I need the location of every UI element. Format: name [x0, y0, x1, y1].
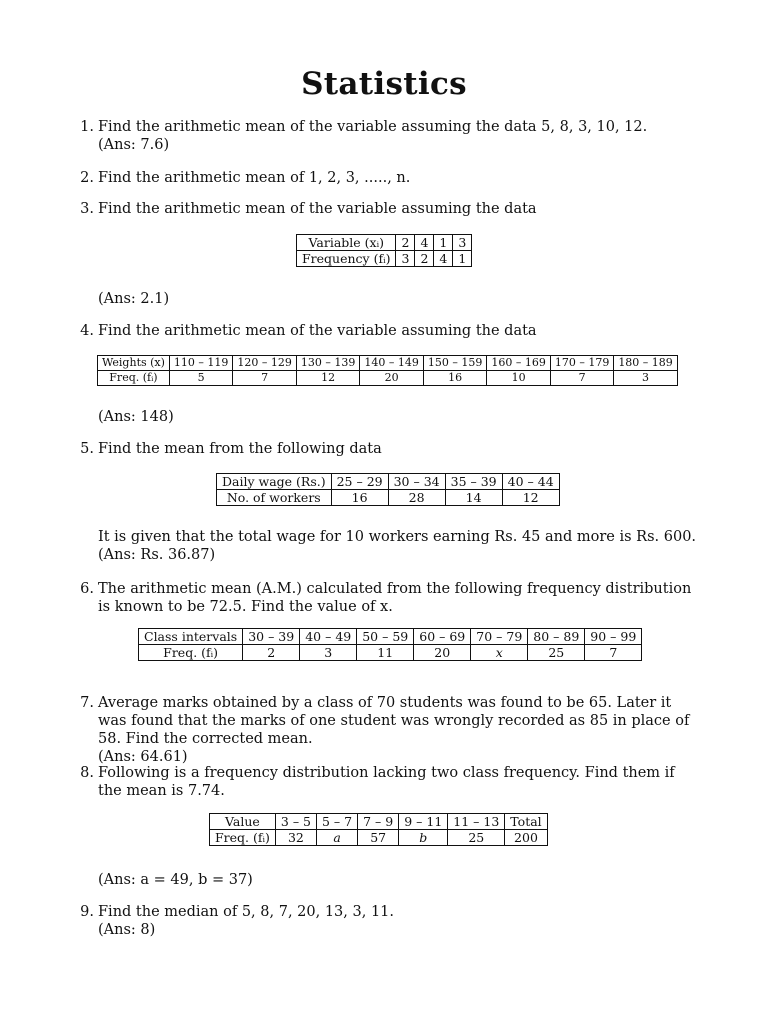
- table-cell: 40 – 49: [300, 629, 357, 645]
- table-cell: 35 – 39: [445, 474, 502, 490]
- problem-3: [78, 200, 698, 218]
- table-cell: 28: [388, 490, 445, 506]
- table-cell: 7: [233, 371, 296, 386]
- table-cell: Daily wage (Rs.): [217, 474, 332, 490]
- table-cell: 20: [414, 645, 471, 661]
- table-row: [217, 474, 560, 490]
- table-cell: 40 – 44: [502, 474, 559, 490]
- problem-9: [78, 903, 698, 939]
- problem-number: 1.: [80, 119, 94, 135]
- table-cell: 5 – 7: [317, 814, 358, 830]
- problem-number: 7.: [80, 695, 94, 711]
- table-row: [139, 645, 642, 661]
- answer-text: (Ans: 2.1): [98, 291, 170, 307]
- table-row: [139, 629, 642, 645]
- problem-text: Find the mean from the following data: [98, 441, 382, 457]
- table-cell: 200: [505, 830, 547, 846]
- table-cell: 30 – 39: [243, 629, 300, 645]
- problem-text: Average marks obtained by a class of 70 students was found to be 65. Later it was found that the marks of one student was wrongly recorded as 85 in place of 58. Find the corrected mean.: [98, 695, 690, 747]
- answer-block-4: [78, 408, 698, 426]
- table-cell: 57: [358, 830, 399, 846]
- table-cell: 25: [448, 830, 505, 846]
- table-cell: 70 – 79: [471, 629, 528, 645]
- table-cell: 14: [445, 490, 502, 506]
- answer-text: (Ans: a = 49, b = 37): [98, 872, 253, 888]
- table-cell: Weights (x): [98, 356, 170, 371]
- table-cell: 12: [502, 490, 559, 506]
- table-cell: 60 – 69: [414, 629, 471, 645]
- problem-text: The arithmetic mean (A.M.) calculated from the following frequency distribution is known to be 72.5. Find the value of x.: [98, 581, 692, 615]
- table-cell: 11: [357, 645, 414, 661]
- table-cell: Frequency (fᵢ): [297, 251, 396, 267]
- table-cell: Variable (xᵢ): [297, 235, 396, 251]
- page-title: Statistics: [301, 66, 467, 102]
- problem-text: Find the arithmetic mean of the variable assuming the data: [98, 201, 537, 217]
- problem-4: [78, 322, 698, 340]
- table-cell: Freq. (fᵢ): [139, 645, 243, 661]
- table-cell: 11 – 13: [448, 814, 505, 830]
- table-problem-8: [209, 813, 548, 846]
- answer-block-8: [78, 871, 698, 889]
- table-cell: 3: [300, 645, 357, 661]
- problem-number: 8.: [80, 765, 94, 781]
- table-cell: Value: [210, 814, 276, 830]
- table-cell: 25 – 29: [331, 474, 388, 490]
- table-problem-6: [138, 628, 642, 661]
- table-cell: x: [471, 645, 528, 661]
- answer-text: (Ans: Rs. 36.87): [98, 547, 216, 563]
- table-cell: 30 – 34: [388, 474, 445, 490]
- answer-text: (Ans: 64.61): [98, 749, 188, 765]
- table-cell: b: [399, 830, 448, 846]
- table-cell: 110 – 119: [169, 356, 232, 371]
- table-row: [210, 814, 548, 830]
- table-cell: 2: [396, 235, 415, 251]
- table-problem-5: [216, 473, 560, 506]
- problem-8: [78, 764, 698, 800]
- problem-number: 9.: [80, 904, 94, 920]
- problem-number: 6.: [80, 581, 94, 597]
- table-cell: 140 – 149: [360, 356, 423, 371]
- table-cell: 1: [434, 235, 453, 251]
- problem-2: [78, 169, 698, 187]
- problem-number: 5.: [80, 441, 94, 457]
- table-row: [297, 251, 472, 267]
- table-cell: 160 – 169: [487, 356, 550, 371]
- table-cell: 7: [550, 371, 613, 386]
- table-cell: 90 – 99: [585, 629, 642, 645]
- problem-number: 3.: [80, 201, 94, 217]
- problem-text: Find the arithmetic mean of 1, 2, 3, ....., n.: [98, 170, 411, 186]
- table-cell: 16: [423, 371, 486, 386]
- table-cell: 9 – 11: [399, 814, 448, 830]
- table-cell: Freq. (fᵢ): [98, 371, 170, 386]
- table-row: [217, 490, 560, 506]
- answer-text: (Ans: 148): [98, 409, 174, 425]
- table-cell: 20: [360, 371, 423, 386]
- table-cell: No. of workers: [217, 490, 332, 506]
- table-cell: 7 – 9: [358, 814, 399, 830]
- table-cell: 25: [528, 645, 585, 661]
- table-cell: Class intervals: [139, 629, 243, 645]
- answer-text: (Ans: 8): [98, 922, 156, 938]
- table-row: [210, 830, 548, 846]
- note-text: It is given that the total wage for 10 workers earning Rs. 45 and more is Rs. 600.: [98, 529, 697, 545]
- table-cell: 3: [396, 251, 415, 267]
- problem-5: [78, 440, 698, 458]
- table-cell: 32: [275, 830, 316, 846]
- table-cell: 1: [453, 251, 472, 267]
- problem-number: 2.: [80, 170, 94, 186]
- table-cell: 4: [415, 235, 434, 251]
- table-cell: Freq. (fᵢ): [210, 830, 276, 846]
- problem-1: [78, 118, 698, 154]
- table-cell: 12: [296, 371, 359, 386]
- problem-number: 4.: [80, 323, 94, 339]
- table-problem-4: [97, 355, 678, 386]
- table-cell: 2: [243, 645, 300, 661]
- table-problem-3: [296, 234, 472, 267]
- table-cell: 4: [434, 251, 453, 267]
- table-cell: 130 – 139: [296, 356, 359, 371]
- table-cell: 120 – 129: [233, 356, 296, 371]
- table-row: [98, 356, 678, 371]
- table-cell: 170 – 179: [550, 356, 613, 371]
- table-row: [297, 235, 472, 251]
- table-cell: 2: [415, 251, 434, 267]
- problem-6: [78, 580, 698, 616]
- table-cell: 80 – 89: [528, 629, 585, 645]
- table-row: [98, 371, 678, 386]
- table-cell: 16: [331, 490, 388, 506]
- table-cell: a: [317, 830, 358, 846]
- problem-text: Following is a frequency distribution lacking two class frequency. Find them if the mean is 7.74.: [98, 765, 675, 799]
- table-cell: 7: [585, 645, 642, 661]
- table-cell: 3 – 5: [275, 814, 316, 830]
- problem-text: Find the median of 5, 8, 7, 20, 13, 3, 11.: [98, 904, 395, 920]
- table-cell: 10: [487, 371, 550, 386]
- note-block-5: [78, 528, 698, 564]
- answer-block-3: [78, 290, 698, 308]
- problem-7: [78, 694, 698, 766]
- answer-text: (Ans: 7.6): [98, 137, 170, 153]
- table-cell: 50 – 59: [357, 629, 414, 645]
- table-cell: 180 – 189: [614, 356, 677, 371]
- table-cell: 5: [169, 371, 232, 386]
- problem-text: Find the arithmetic mean of the variable assuming the data: [98, 323, 537, 339]
- problem-text: Find the arithmetic mean of the variable assuming the data 5, 8, 3, 10, 12.: [98, 119, 648, 135]
- table-cell: 3: [453, 235, 472, 251]
- table-cell: 3: [614, 371, 677, 386]
- table-cell: 150 – 159: [423, 356, 486, 371]
- table-cell: Total: [505, 814, 547, 830]
